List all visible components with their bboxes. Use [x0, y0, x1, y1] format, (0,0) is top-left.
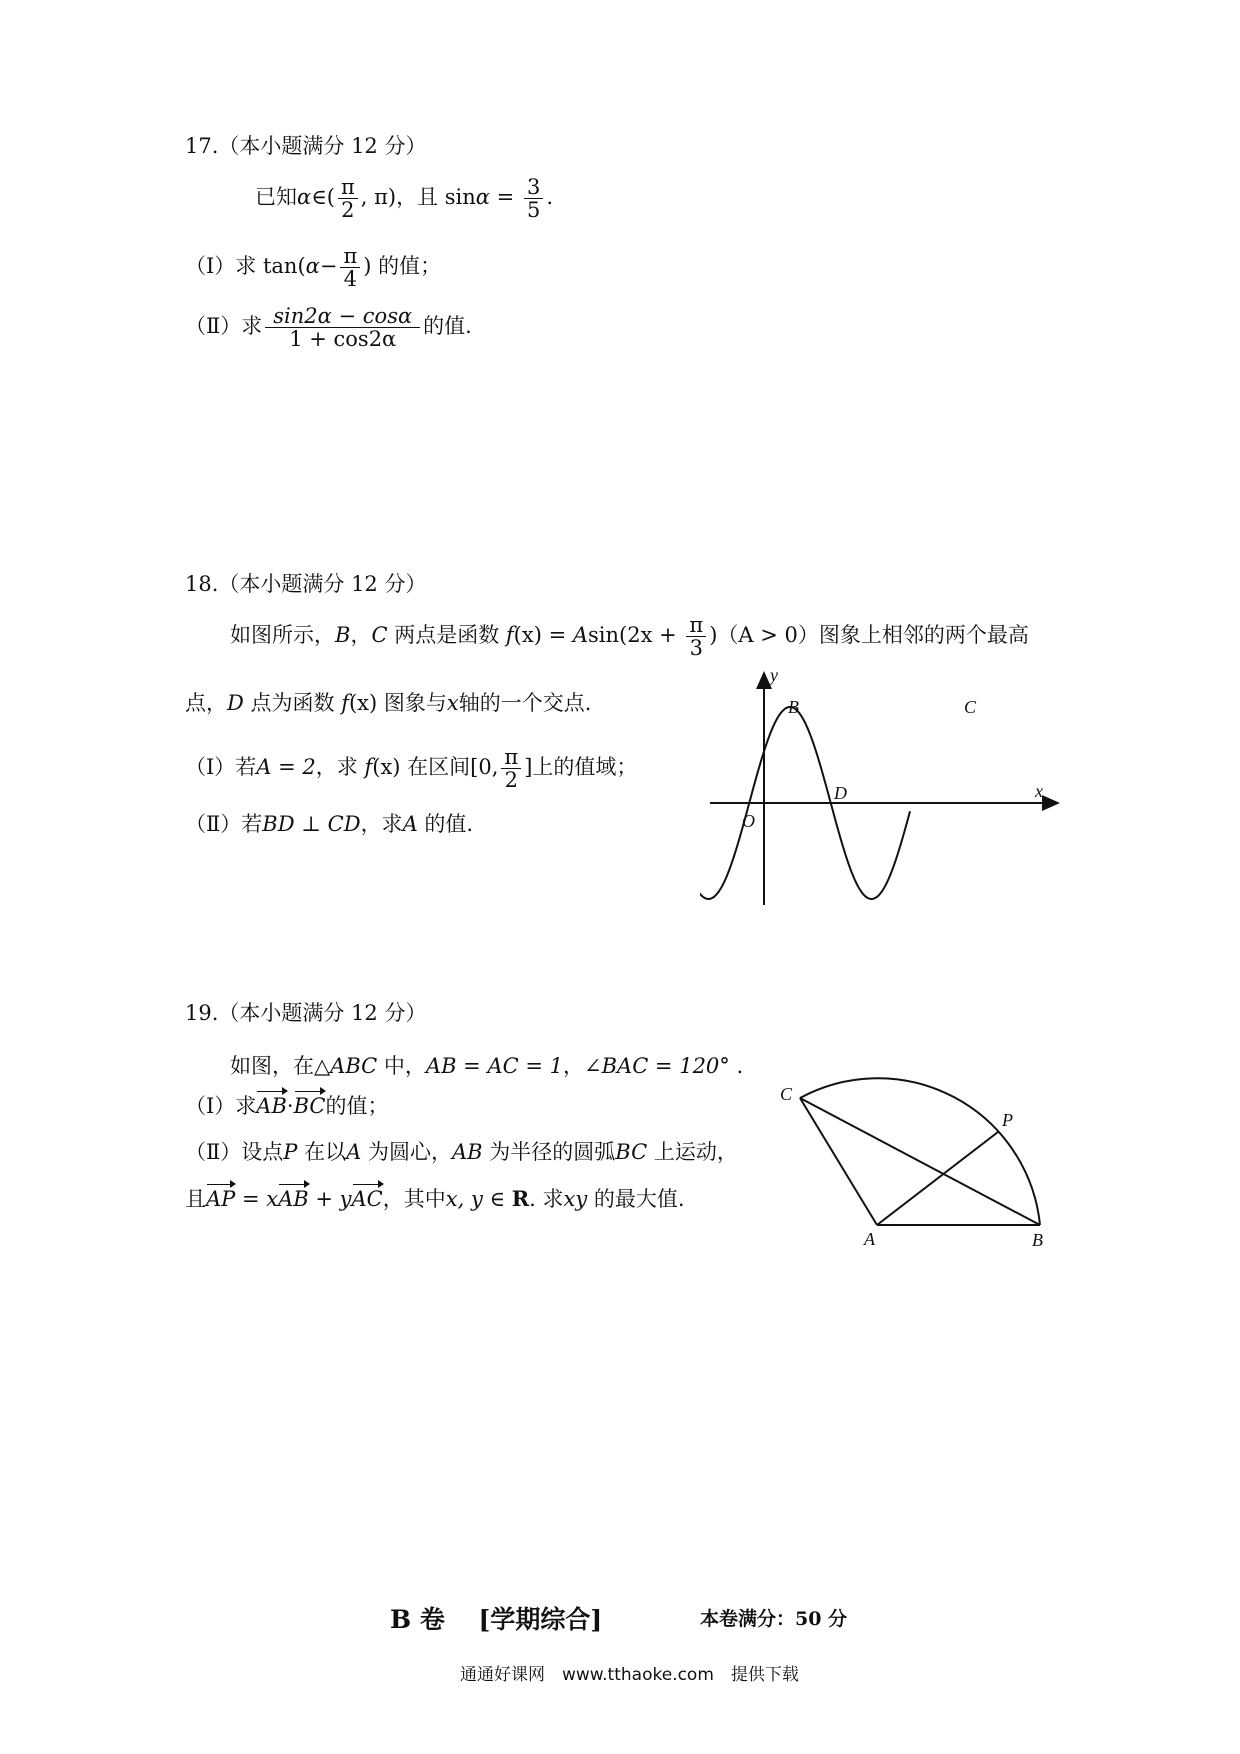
- fig18-label-D: D: [834, 783, 847, 803]
- section-score: 本卷满分：50 分: [700, 1608, 848, 1630]
- arc-BC: [800, 1078, 1040, 1225]
- fig18-label-C: C: [964, 697, 977, 717]
- fig18-label-O: O: [742, 811, 755, 831]
- q18-line1: 如图所示，B，C 两点是函数 f(x) = Asin(2x + $\frac{\pi}{3}$ )（A > 0）图象上相邻的两个最高: [230, 613, 1029, 661]
- q19-part2: （Ⅱ）设点P 在以A 为圆心，AB 为半径的圆弧BC 上运动，: [185, 1140, 738, 1164]
- q17-part1: （Ⅰ）求 tan(α− $\frac{\pi}{4}$ ) 的值；: [185, 244, 442, 292]
- q17-part2: （Ⅱ）求 $\frac{\sin 2\alpha - \cos\alpha}{1 + \cos 2\alpha}$ 的值.: [185, 304, 472, 352]
- q19-part1: （Ⅰ）求AB·BC的值；: [185, 1090, 388, 1120]
- fig19-label-P: P: [1002, 1110, 1013, 1130]
- section-title: B 卷 [学期综合]: [390, 1605, 603, 1634]
- source-credit: 通通好课网 www.tthaoke.com 提供下载: [460, 1665, 799, 1685]
- fig19-label-C: C: [780, 1084, 793, 1104]
- segment-AP: [877, 1132, 998, 1225]
- segment-AC: [800, 1098, 877, 1225]
- q19-header: 19.（本小题满分 12 分）: [185, 1001, 427, 1025]
- fig19-label-B: B: [1032, 1230, 1043, 1250]
- fig18-label-B: B: [788, 697, 799, 717]
- fig18-label-y: y: [770, 665, 778, 685]
- q19-line4: 且AP = xAB + yAC，其中x, y ∈ R. 求xy 的最大值.: [185, 1183, 685, 1213]
- q17-header: 17.（本小题满分 12 分）: [185, 134, 427, 158]
- q19-sector-figure: [770, 1060, 1070, 1255]
- q18-sine-figure: [700, 665, 1070, 915]
- q18-part2: （Ⅱ）若BD ⊥ CD，求A 的值.: [185, 812, 474, 836]
- fig19-label-A: A: [864, 1229, 875, 1249]
- q17-given: 已知α∈( $\frac{\pi}{2}$ , π)，且 sinα = $\frac{3}{5}$ .: [255, 175, 553, 223]
- q18-header: 18.（本小题满分 12 分）: [185, 572, 427, 596]
- q18-part1: （Ⅰ）若A = 2，求 f(x) 在区间[0, $\frac{\pi}{2}$ ]上的值域；: [185, 745, 638, 793]
- fig18-label-x: x: [1035, 781, 1043, 801]
- q19-line1: 如图，在△ABC 中，AB = AC = 1，∠BAC = 120° .: [230, 1054, 744, 1078]
- q18-line2: 点，D 点为函数 f(x) 图象与x轴的一个交点.: [185, 691, 592, 715]
